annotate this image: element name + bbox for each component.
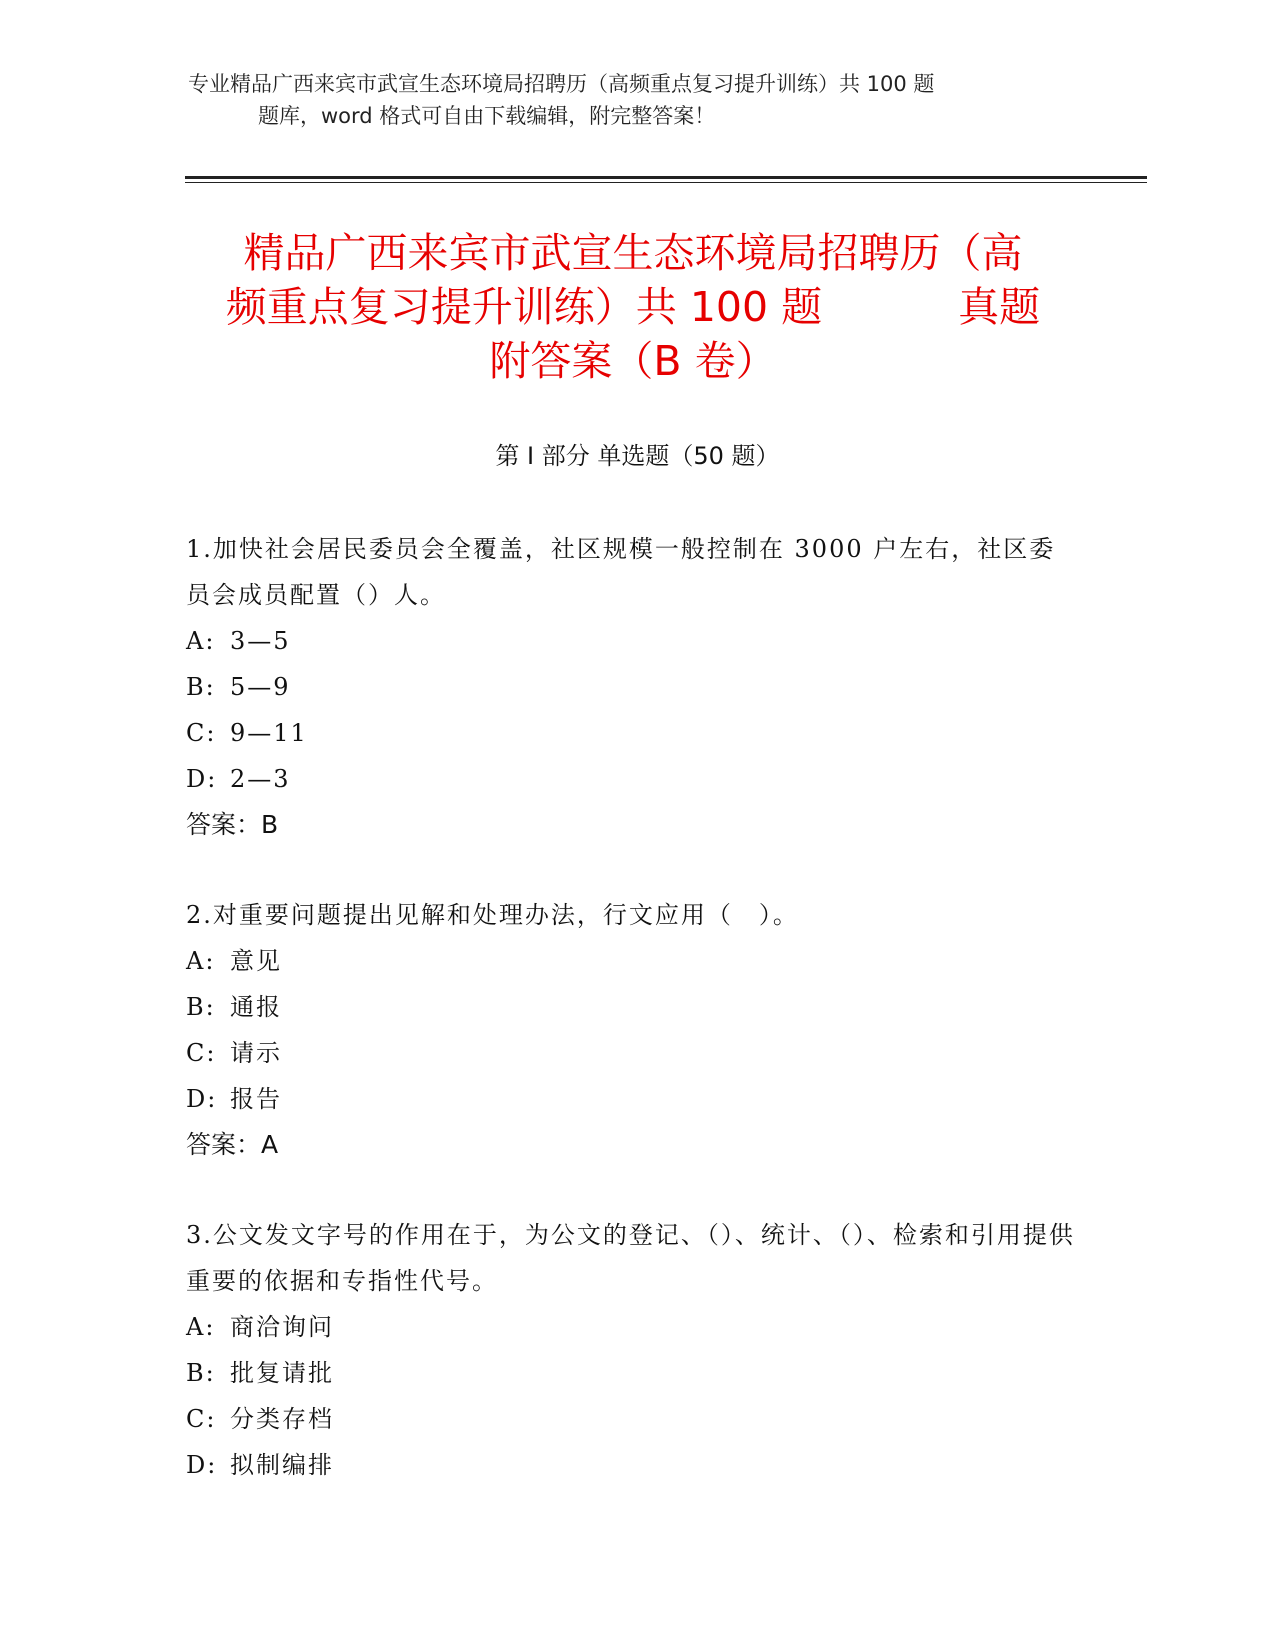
option-letter: D:	[186, 765, 218, 793]
option-text: 通报	[230, 993, 282, 1021]
option-c	[186, 1030, 1076, 1076]
option-text: 请示	[230, 1039, 282, 1067]
header-line-2: 题库，word 格式可自由下载编辑，附完整答案！	[258, 104, 716, 128]
option-letter: D:	[186, 1085, 218, 1113]
title-line-2: 频重点复习提升训练）共 100 题 真题	[225, 283, 1041, 331]
document-title	[198, 226, 1068, 388]
option-letter: B:	[186, 1359, 216, 1387]
option-letter: A:	[186, 947, 216, 975]
question-1	[186, 526, 1076, 848]
header-line-1: 专业精品广西来宾市武宣生态环境局招聘历（高频重点复习提升训练）共 100 题	[188, 72, 935, 96]
option-b	[186, 664, 1076, 710]
option-letter: D:	[186, 1451, 218, 1479]
header-divider-thin	[185, 182, 1147, 183]
option-letter: C:	[186, 719, 217, 747]
option-b	[186, 984, 1076, 1030]
page-header	[180, 68, 1110, 132]
option-c	[186, 710, 1076, 756]
question-3	[186, 1212, 1076, 1488]
option-text: 报告	[230, 1085, 282, 1113]
option-d	[186, 1076, 1076, 1122]
option-letter: A:	[186, 627, 216, 655]
option-text: 5—9	[230, 673, 291, 701]
option-d	[186, 756, 1076, 802]
section-heading: 第 I 部分 单选题（50 题）	[495, 442, 780, 470]
option-b	[186, 1350, 1076, 1396]
option-letter: B:	[186, 673, 216, 701]
answer-line: 答案：B	[186, 810, 279, 839]
question-stem: 2.对重要问题提出见解和处理办法，行文应用（ ）。	[186, 901, 799, 929]
option-c	[186, 1396, 1076, 1442]
option-text: 3—5	[230, 627, 291, 655]
option-letter: C:	[186, 1039, 217, 1067]
option-text: 商洽询问	[230, 1313, 334, 1341]
title-line-1: 精品广西来宾市武宣生态环境局招聘历（高	[243, 229, 1023, 277]
title-line-3: 附答案（B 卷）	[489, 337, 777, 385]
question-stem: 3.公文发文字号的作用在于，为公文的登记、（）、统计、（）、检索和引用提供重要的依据和专指性代号。	[186, 1221, 1075, 1295]
option-a	[186, 1304, 1076, 1350]
option-text: 拟制编排	[230, 1451, 334, 1479]
option-text: 批复请批	[230, 1359, 334, 1387]
question-list	[186, 526, 1076, 1532]
option-letter: C:	[186, 1405, 217, 1433]
option-text: 分类存档	[230, 1405, 334, 1433]
answer-line: 答案：A	[186, 1130, 279, 1159]
option-letter: B:	[186, 993, 216, 1021]
option-text: 意见	[230, 947, 282, 975]
option-text: 9—11	[230, 719, 308, 747]
header-divider-thick	[185, 176, 1147, 179]
option-a	[186, 618, 1076, 664]
option-letter: A:	[186, 1313, 216, 1341]
question-2	[186, 892, 1076, 1168]
question-stem: 1.加快社会居民委员会全覆盖，社区规模一般控制在 3000 户左右，社区委员会成员配置（）人。	[186, 535, 1056, 609]
option-text: 2—3	[230, 765, 291, 793]
option-d	[186, 1442, 1076, 1488]
option-a	[186, 938, 1076, 984]
